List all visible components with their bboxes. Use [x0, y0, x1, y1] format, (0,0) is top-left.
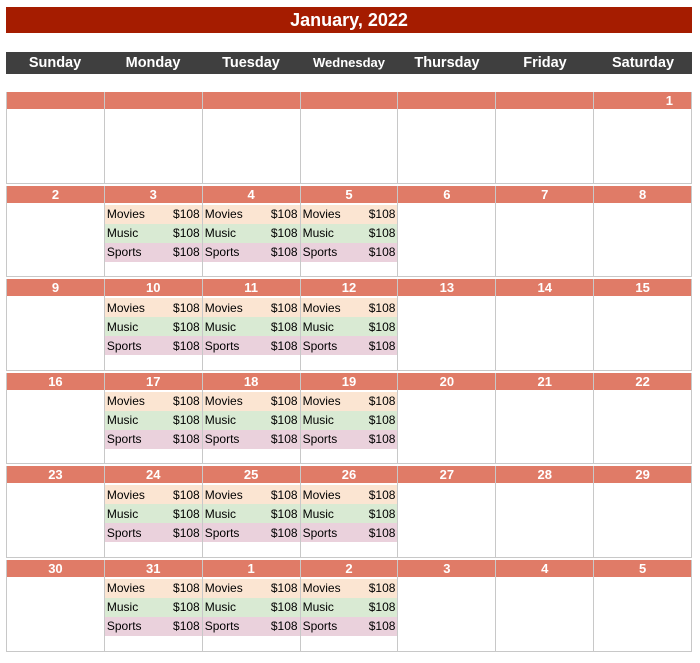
event-amount: $108 [270, 487, 298, 502]
event-amount: $108 [270, 432, 298, 447]
day-body [301, 296, 398, 370]
event-entry-music[interactable] [301, 224, 398, 243]
event-label: Music [204, 319, 237, 334]
event-entry-movies[interactable] [105, 392, 202, 411]
calendar-day-cell[interactable] [495, 466, 593, 558]
event-label: Movies [302, 394, 341, 409]
event-amount: $108 [173, 581, 200, 596]
day-number: 8 [594, 186, 691, 203]
day-body [398, 390, 495, 464]
event-entry-movies[interactable] [301, 579, 398, 598]
day-number: 15 [594, 279, 691, 296]
event-entry-music[interactable] [105, 598, 202, 617]
event-amount: $108 [270, 338, 298, 353]
event-amount: $108 [368, 432, 396, 447]
day-body [203, 109, 300, 183]
event-entry-sports[interactable] [203, 617, 300, 636]
day-number: 28 [496, 466, 593, 483]
day-body [7, 483, 104, 557]
day-number: 20 [398, 373, 495, 390]
day-body [496, 203, 593, 277]
day-body [594, 483, 691, 557]
day-number: 6 [398, 186, 495, 203]
weekday-thursday: Thursday [414, 55, 480, 71]
event-entry-music[interactable] [301, 317, 398, 336]
event-entry-sports[interactable] [105, 523, 202, 542]
event-label: Sports [302, 245, 338, 260]
event-label: Movies [204, 207, 243, 222]
calendar-day-cell[interactable] [495, 560, 593, 652]
day-body [301, 483, 398, 557]
event-label: Movies [302, 300, 341, 315]
day-number: 5 [301, 186, 398, 203]
calendar-day-cell[interactable] [300, 560, 398, 652]
day-number: 21 [496, 373, 593, 390]
event-entry-movies[interactable] [301, 205, 398, 224]
calendar-day-cell[interactable] [300, 92, 398, 184]
day-number: 7 [496, 186, 593, 203]
event-label: Sports [204, 619, 240, 634]
event-amount: $108 [270, 600, 298, 615]
event-entry-movies[interactable] [105, 205, 202, 224]
weekday-monday: Monday [125, 55, 181, 71]
event-label: Movies [204, 487, 243, 502]
calendar-day-cell[interactable] [495, 186, 593, 278]
event-amount: $108 [270, 207, 298, 222]
event-label: Music [302, 226, 334, 241]
event-label: Music [302, 600, 334, 615]
event-amount: $108 [368, 487, 396, 502]
event-amount: $108 [368, 525, 396, 540]
event-amount: $108 [173, 207, 200, 222]
day-body [496, 483, 593, 557]
day-body [7, 390, 104, 464]
event-entry-movies[interactable] [105, 579, 202, 598]
day-body [7, 109, 104, 183]
day-body [594, 390, 691, 464]
event-label: Sports [302, 525, 338, 540]
day-body [105, 483, 202, 557]
day-body [203, 390, 300, 464]
day-number: 17 [105, 373, 202, 390]
event-entry-music[interactable] [301, 504, 398, 523]
calendar-day-cell[interactable] [6, 560, 104, 652]
event-amount: $108 [270, 581, 298, 596]
calendar-day-cell[interactable] [495, 92, 593, 184]
day-number: 2 [301, 560, 398, 577]
event-entry-sports[interactable] [301, 336, 398, 355]
event-label: Music [106, 226, 139, 241]
day-body [105, 390, 202, 464]
event-label: Movies [106, 207, 145, 222]
event-amount: $108 [368, 619, 396, 634]
event-label: Movies [106, 581, 145, 596]
event-amount: $108 [368, 600, 396, 615]
day-body [398, 483, 495, 557]
calendar-day-cell[interactable] [495, 279, 593, 371]
day-body [105, 296, 202, 370]
event-amount: $108 [173, 506, 200, 521]
calendar-day-cell[interactable] [202, 279, 300, 371]
calendar-day-cell[interactable] [397, 560, 495, 652]
event-entry-music[interactable] [203, 504, 300, 523]
event-label: Movies [106, 487, 145, 502]
calendar-title: January, 2022 [6, 7, 692, 33]
calendar-week [6, 92, 692, 184]
event-amount: $108 [368, 207, 396, 222]
day-number: 22 [594, 373, 691, 390]
event-label: Sports [106, 338, 142, 353]
calendar-day-cell[interactable] [593, 186, 692, 278]
event-label: Music [106, 506, 139, 521]
event-label: Sports [106, 432, 142, 447]
event-entry-movies[interactable] [203, 579, 300, 598]
calendar-day-cell[interactable] [202, 560, 300, 652]
event-label: Music [106, 413, 139, 428]
event-entry-sports[interactable] [105, 430, 202, 449]
day-body [398, 203, 495, 277]
day-body [301, 109, 398, 183]
event-amount: $108 [270, 619, 298, 634]
calendar-day-cell[interactable] [6, 373, 104, 465]
day-number: 30 [7, 560, 104, 577]
day-number: 4 [203, 186, 300, 203]
day-number: 31 [105, 560, 202, 577]
event-entry-sports[interactable] [203, 523, 300, 542]
day-number: 25 [203, 466, 300, 483]
day-number [7, 92, 104, 109]
event-amount: $108 [368, 413, 396, 428]
calendar-day-cell[interactable] [104, 92, 202, 184]
event-label: Movies [106, 300, 145, 315]
day-body [203, 203, 300, 277]
calendar-day-cell[interactable] [300, 466, 398, 558]
day-number [496, 92, 593, 109]
event-amount: $108 [173, 394, 200, 409]
day-body [496, 296, 593, 370]
day-body [203, 296, 300, 370]
event-entry-sports[interactable] [301, 617, 398, 636]
day-number: 3 [398, 560, 495, 577]
event-label: Sports [204, 432, 240, 447]
day-number: 9 [7, 279, 104, 296]
calendar-day-cell[interactable] [397, 186, 495, 278]
day-body [301, 390, 398, 464]
day-number: 29 [594, 466, 691, 483]
calendar-day-cell[interactable] [104, 186, 202, 278]
event-label: Music [204, 600, 237, 615]
day-body [398, 109, 495, 183]
event-label: Movies [204, 300, 243, 315]
event-entry-sports[interactable] [105, 617, 202, 636]
calendar-week [6, 373, 692, 465]
calendar-day-cell[interactable] [593, 92, 692, 184]
day-number: 1 [594, 92, 691, 109]
event-entry-movies[interactable] [203, 392, 300, 411]
event-entry-movies[interactable] [203, 485, 300, 504]
event-label: Sports [302, 338, 338, 353]
event-entry-movies[interactable] [203, 205, 300, 224]
day-number: 12 [301, 279, 398, 296]
weekday-header [6, 52, 692, 74]
event-entry-music[interactable] [203, 411, 300, 430]
event-label: Music [106, 600, 139, 615]
event-amount: $108 [270, 226, 298, 241]
event-entry-movies[interactable] [301, 485, 398, 504]
event-entry-sports[interactable] [301, 430, 398, 449]
calendar-week [6, 466, 692, 558]
event-entry-movies[interactable] [105, 298, 202, 317]
event-label: Music [204, 413, 237, 428]
event-amount: $108 [173, 300, 200, 315]
event-entry-movies[interactable] [105, 485, 202, 504]
calendar-day-cell[interactable] [593, 466, 692, 558]
event-amount: $108 [270, 300, 298, 315]
day-number: 13 [398, 279, 495, 296]
event-amount: $108 [368, 394, 396, 409]
event-label: Sports [302, 432, 338, 447]
calendar-day-cell[interactable] [397, 466, 495, 558]
day-number: 5 [594, 560, 691, 577]
calendar-day-cell[interactable] [495, 373, 593, 465]
event-entry-sports[interactable] [301, 243, 398, 262]
day-number: 24 [105, 466, 202, 483]
event-label: Sports [302, 619, 338, 634]
day-body [7, 577, 104, 651]
calendar-day-cell[interactable] [104, 466, 202, 558]
event-amount: $108 [368, 300, 396, 315]
event-label: Movies [302, 207, 341, 222]
event-amount: $108 [173, 619, 200, 634]
event-entry-sports[interactable] [203, 430, 300, 449]
day-number: 27 [398, 466, 495, 483]
day-number: 10 [105, 279, 202, 296]
event-entry-music[interactable] [105, 224, 202, 243]
event-entry-music[interactable] [105, 317, 202, 336]
calendar-grid [6, 92, 692, 652]
event-entry-music[interactable] [203, 317, 300, 336]
event-label: Movies [106, 394, 145, 409]
event-amount: $108 [173, 487, 200, 502]
day-body [594, 577, 691, 651]
day-body [301, 203, 398, 277]
day-body [203, 483, 300, 557]
day-body [594, 203, 691, 277]
calendar-day-cell[interactable] [6, 279, 104, 371]
day-number: 19 [301, 373, 398, 390]
event-label: Sports [204, 245, 240, 260]
day-number: 11 [203, 279, 300, 296]
day-body [398, 296, 495, 370]
event-amount: $108 [173, 319, 200, 334]
weekday-wednesday: Wednesday [312, 55, 385, 70]
day-number: 18 [203, 373, 300, 390]
event-entry-music[interactable] [105, 411, 202, 430]
calendar-day-cell[interactable] [6, 466, 104, 558]
event-label: Music [302, 506, 334, 521]
event-entry-sports[interactable] [301, 523, 398, 542]
event-label: Movies [204, 394, 243, 409]
calendar-week [6, 186, 692, 278]
event-amount: $108 [368, 338, 396, 353]
event-entry-sports[interactable] [203, 243, 300, 262]
calendar-day-cell[interactable] [300, 186, 398, 278]
day-number: 1 [203, 560, 300, 577]
day-number: 3 [105, 186, 202, 203]
day-number: 23 [7, 466, 104, 483]
calendar-day-cell[interactable] [104, 373, 202, 465]
day-body [203, 577, 300, 651]
weekday-saturday: Saturday [611, 55, 675, 71]
event-label: Sports [106, 525, 142, 540]
day-body [105, 109, 202, 183]
event-entry-music[interactable] [301, 411, 398, 430]
calendar-week [6, 560, 692, 652]
day-number [203, 92, 300, 109]
calendar-day-cell[interactable] [300, 279, 398, 371]
day-number: 26 [301, 466, 398, 483]
calendar-day-cell[interactable] [202, 186, 300, 278]
day-body [594, 109, 691, 183]
calendar-day-cell[interactable] [593, 560, 692, 652]
event-entry-sports[interactable] [105, 243, 202, 262]
day-body [496, 577, 593, 651]
event-entry-music[interactable] [203, 224, 300, 243]
event-amount: $108 [368, 245, 396, 260]
day-number: 4 [496, 560, 593, 577]
day-body [398, 577, 495, 651]
event-entry-music[interactable] [203, 598, 300, 617]
day-body [594, 296, 691, 370]
day-number [301, 92, 398, 109]
calendar-day-cell[interactable] [104, 279, 202, 371]
day-number [398, 92, 495, 109]
day-number: 2 [7, 186, 104, 203]
event-amount: $108 [368, 226, 396, 241]
event-label: Movies [204, 581, 243, 596]
day-body [496, 109, 593, 183]
event-label: Sports [204, 338, 240, 353]
event-amount: $108 [368, 506, 396, 521]
day-body [301, 577, 398, 651]
event-amount: $108 [368, 581, 396, 596]
event-label: Sports [106, 245, 142, 260]
event-amount: $108 [173, 226, 200, 241]
calendar-day-cell[interactable] [202, 466, 300, 558]
event-label: Music [204, 226, 237, 241]
calendar-day-cell[interactable] [202, 92, 300, 184]
event-entry-sports[interactable] [105, 336, 202, 355]
day-number: 16 [7, 373, 104, 390]
calendar-day-cell[interactable] [397, 92, 495, 184]
event-label: Sports [204, 525, 240, 540]
event-entry-movies[interactable] [203, 298, 300, 317]
event-amount: $108 [173, 525, 200, 540]
event-amount: $108 [173, 600, 200, 615]
event-amount: $108 [270, 413, 298, 428]
calendar-day-cell[interactable] [593, 373, 692, 465]
day-body [7, 296, 104, 370]
calendar-day-cell[interactable] [6, 92, 104, 184]
event-amount: $108 [368, 319, 396, 334]
event-entry-music[interactable] [301, 598, 398, 617]
event-amount: $108 [270, 319, 298, 334]
event-amount: $108 [270, 525, 298, 540]
calendar-week [6, 279, 692, 371]
event-label: Music [302, 319, 334, 334]
event-amount: $108 [270, 506, 298, 521]
day-body [496, 390, 593, 464]
event-amount: $108 [173, 432, 200, 447]
calendar-day-cell[interactable] [202, 373, 300, 465]
day-body [105, 577, 202, 651]
day-number: 14 [496, 279, 593, 296]
event-amount: $108 [173, 338, 200, 353]
event-entry-sports[interactable] [203, 336, 300, 355]
event-label: Movies [302, 581, 341, 596]
event-entry-music[interactable] [105, 504, 202, 523]
calendar-day-cell[interactable] [397, 279, 495, 371]
event-amount: $108 [173, 245, 200, 260]
day-number [105, 92, 202, 109]
event-label: Movies [302, 487, 341, 502]
calendar-day-cell[interactable] [300, 373, 398, 465]
calendar-day-cell[interactable] [593, 279, 692, 371]
event-amount: $108 [270, 394, 298, 409]
weekday-friday: Friday [523, 55, 567, 71]
weekday-tuesday: Tuesday [222, 55, 280, 71]
calendar-day-cell[interactable] [104, 560, 202, 652]
event-label: Music [204, 506, 237, 521]
event-label: Music [302, 413, 334, 428]
event-entry-movies[interactable] [301, 392, 398, 411]
calendar-day-cell[interactable] [397, 373, 495, 465]
event-label: Music [106, 319, 139, 334]
event-label: Sports [106, 619, 142, 634]
calendar-day-cell[interactable] [6, 186, 104, 278]
event-amount: $108 [270, 245, 298, 260]
event-entry-movies[interactable] [301, 298, 398, 317]
day-body [7, 203, 104, 277]
weekday-sunday: Sunday [28, 55, 82, 71]
event-amount: $108 [173, 413, 200, 428]
day-body [105, 203, 202, 277]
